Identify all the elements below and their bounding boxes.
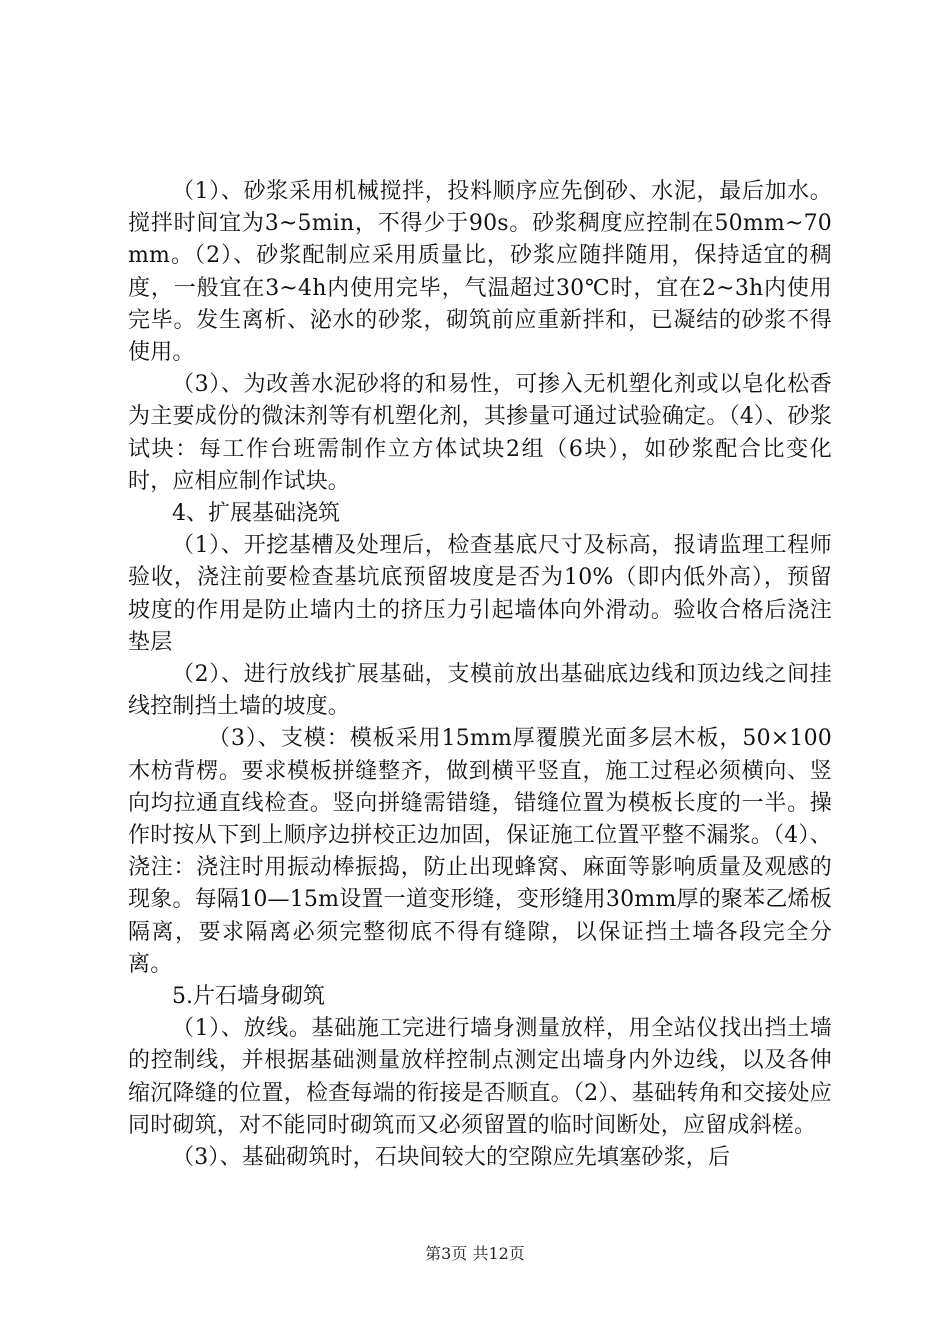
paragraph-foundation-masonry: （3）、基础砌筑时，石块间较大的空隙应先填塞砂浆，后 xyxy=(172,1145,731,1171)
paragraph-trench-inspection: （1）、开挖基槽及处理后，检查基底尺寸及标高，报请监理工程师验收，浇注前要检查基坑底预留坡度是否为10%（即内低外高），预留坡度的作用是防止墙内土的挤压力引起墙体向外滑动。验收合格后浇注垫层 xyxy=(128,533,832,655)
page-number-footer: 第3页 共12页 xyxy=(425,1244,525,1263)
paragraph-mortar-mixing: （1）、砂浆采用机械搅拌，投料顺序应先倒砂、水泥，最后加水。搅拌时间宜为3~5min，不得少于90s。砂浆稠度应控制在50mm~70mm。（2）、砂浆配制应采用质量比，砂浆应随拌随用，保持适宜的稠度，一般宜在3~4h内使用完毕，气温超过30℃时，宜在2~3h内使用完毕。发生离析、泌水的砂浆，砌筑前应重新拌和，已凝结的砂浆不得使用。 xyxy=(128,179,832,366)
paragraph-setting-out: （2）、进行放线扩展基础，支模前放出基础底边线和顶边线之间挂线控制挡土墙的坡度。 xyxy=(128,662,832,720)
section-heading-foundation-pouring: 4、扩展基础浇筑 xyxy=(172,501,340,527)
document-body xyxy=(128,176,832,1174)
paragraph-mortar-additives: （3）、为改善水泥砂将的和易性，可掺入无机塑化剂或以皂化松香为主要成份的微沫剂等有机塑化剂，其掺量可通过试验确定。（4）、砂浆试块：每工作台班需制作立方体试块2组（6块），如砂浆配合比变化时，应相应制作试块。 xyxy=(128,372,832,494)
section-heading-rubble-wall: 5.片石墙身砌筑 xyxy=(172,984,325,1010)
paragraph-formwork: （3）、支模：模板采用15mm厚覆膜光面多层木板，50×100木枋背楞。要求模板拼缝整齐，做到横平竖直，施工过程必须横向、竖向均拉通直线检查。竖向拼缝需错缝，错缝位置为模板长度的一半。操作时按从下到上顺序边拼校正边加固，保证施工位置平整不漏浆。（4）、浇注：浇注时用振动棒振捣，防止出现蜂窝、麻面等影响质量及观感的现象。每隔10—15m设置一道变形缝，变形缝用30mm厚的聚苯乙烯板隔离，要求隔离必须完整彻底不得有缝隙，以保证挡土墙各段完全分离。 xyxy=(128,726,832,977)
paragraph-wall-setting-out: （1）、放线。基础施工完进行墙身测量放样，用全站仪找出挡土墙的控制线，并根据基础测量放样控制点测定出墙身内外边线，以及各伸缩沉降缝的位置，检查每端的衔接是否顺直。（2）、基础转角和交接处应同时砌筑，对不能同时砌筑而又必须留置的临时间断处，应留成斜槎。 xyxy=(128,1016,832,1138)
